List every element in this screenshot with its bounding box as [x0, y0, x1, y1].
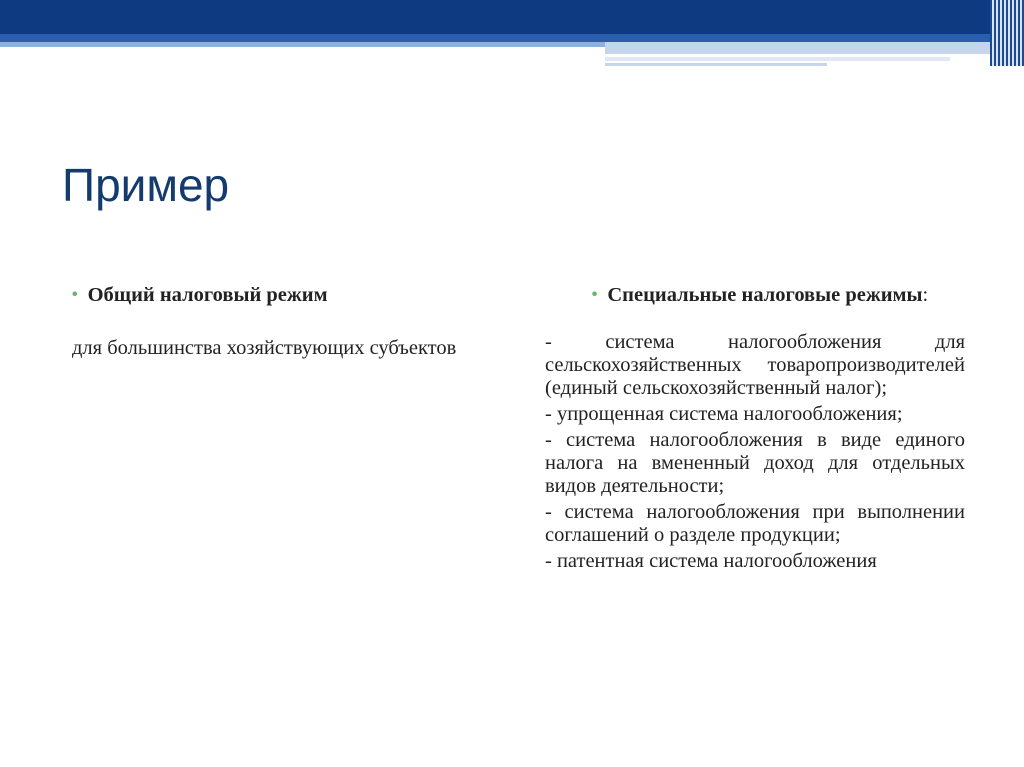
left-column-description: для большинства хозяйствующих субъектов [72, 337, 457, 359]
right-heading-suffix: : [922, 284, 929, 306]
slide-title: Пример [62, 159, 230, 211]
top-banner-dark [0, 0, 1024, 34]
left-heading-text: Общий налоговый режим [87, 284, 328, 306]
top-banner-stripes [990, 0, 1024, 66]
top-banner-light [0, 42, 610, 47]
list-item: - система налогообложения для сельскохозяйственных товаропроизводителей (единый сельскохозяйственный налог); [545, 331, 965, 399]
bullet-icon: • [591, 286, 598, 303]
list-item: - упрощенная система налогообложения; [545, 403, 903, 425]
list-item: - система налогообложения в виде единого налога на вмененный доход для отдельных видов деятельности; [545, 429, 965, 497]
bullet-icon: • [72, 286, 78, 303]
top-banner-mid [0, 34, 1024, 42]
regimes-list [545, 331, 965, 573]
left-column-heading [72, 283, 494, 307]
right-column-heading [545, 283, 965, 307]
right-column [545, 283, 965, 576]
list-item: - система налогообложения при выполнении соглашений о разделе продукции; [545, 501, 965, 546]
left-column [72, 283, 494, 360]
list-item: - патентная система налогообложения [545, 550, 877, 572]
top-banner-right-block [605, 42, 1024, 54]
top-banner-strip [605, 57, 950, 61]
right-heading-text: Специальные налоговые режимы [607, 284, 923, 306]
top-banner-strip [605, 63, 827, 66]
